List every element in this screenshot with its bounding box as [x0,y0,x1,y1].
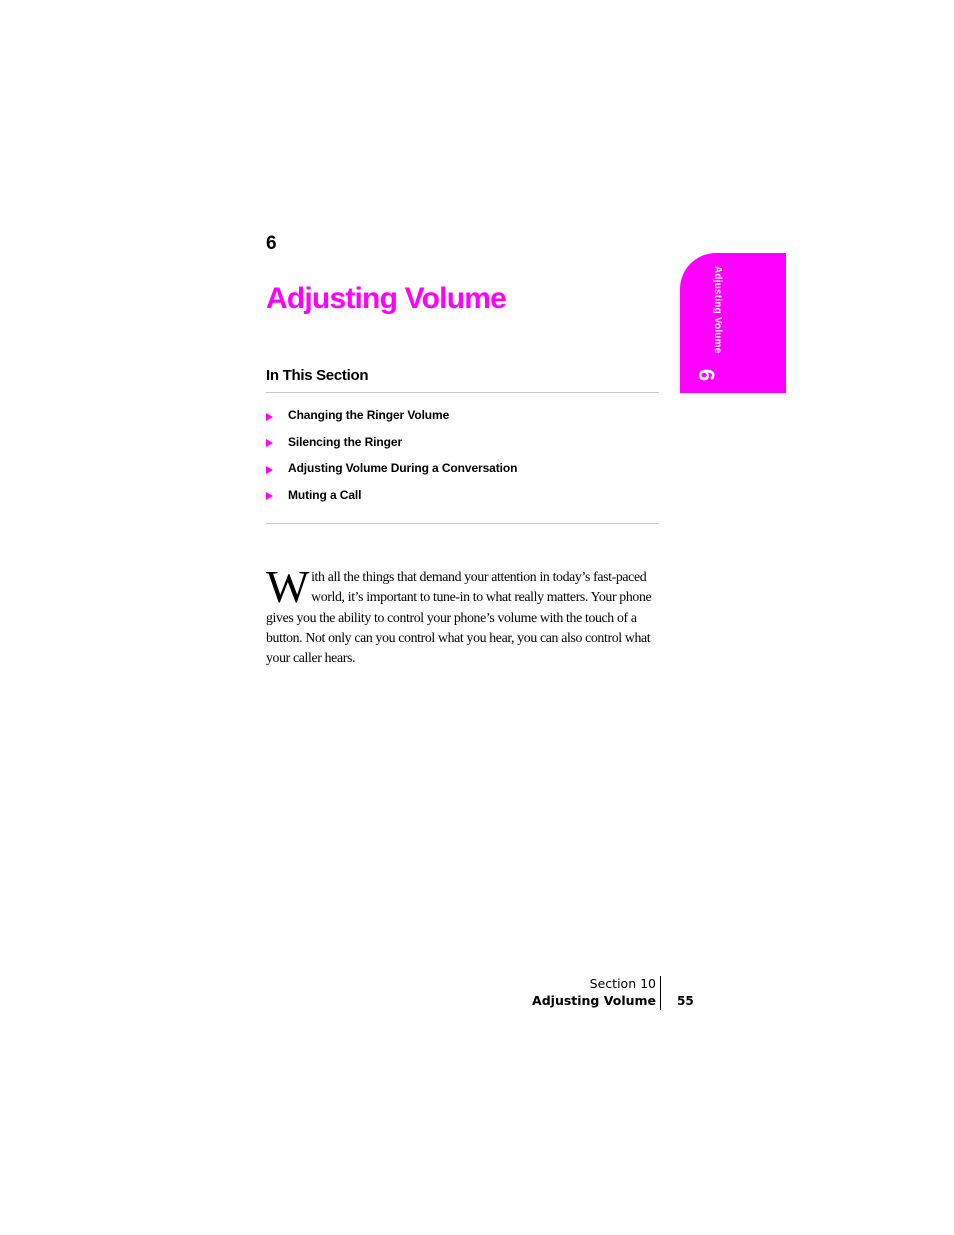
intro-paragraph [266,561,658,668]
in-this-section-heading: In This Section [266,367,369,384]
side-tab-number: 6 [694,368,720,382]
list-item-label: Muting a Call [288,487,362,502]
list-item[interactable] [266,455,517,482]
footer-section-label: Section 10 [589,976,656,991]
list-item-label: Adjusting Volume During a Conversation [288,461,518,476]
drop-cap: W [266,561,310,612]
list-item[interactable] [266,482,517,509]
section-contents-list [266,402,517,508]
triangle-bullet-icon [266,439,273,447]
triangle-bullet-icon [266,466,273,474]
page-number: 55 [677,994,694,1008]
bottom-divider [266,523,659,524]
list-item[interactable] [266,402,517,429]
section-number: 6 [266,233,277,254]
list-item[interactable] [266,429,517,456]
triangle-bullet-icon [266,492,273,500]
triangle-bullet-icon [266,413,273,421]
intro-text: ith all the things that demand your attention in today’s fast-paced world, it’s important to tune-in to what really matters. Your phone gives you the ability to control your phone’s volume with the touch of a button. Not only can you control what you hear, you can also control what your caller hears. [266,569,652,666]
side-tab-label: Adjusting Volume [712,266,723,354]
footer-chapter-title: Adjusting Volume [532,993,656,1008]
list-item-label: Changing the Ringer Volume [288,408,450,423]
footer-divider [660,976,661,1010]
chapter-title: Adjusting Volume [266,282,506,315]
top-divider [266,392,659,393]
list-item-label: Silencing the Ringer [288,434,403,449]
page-footer [532,976,656,1009]
